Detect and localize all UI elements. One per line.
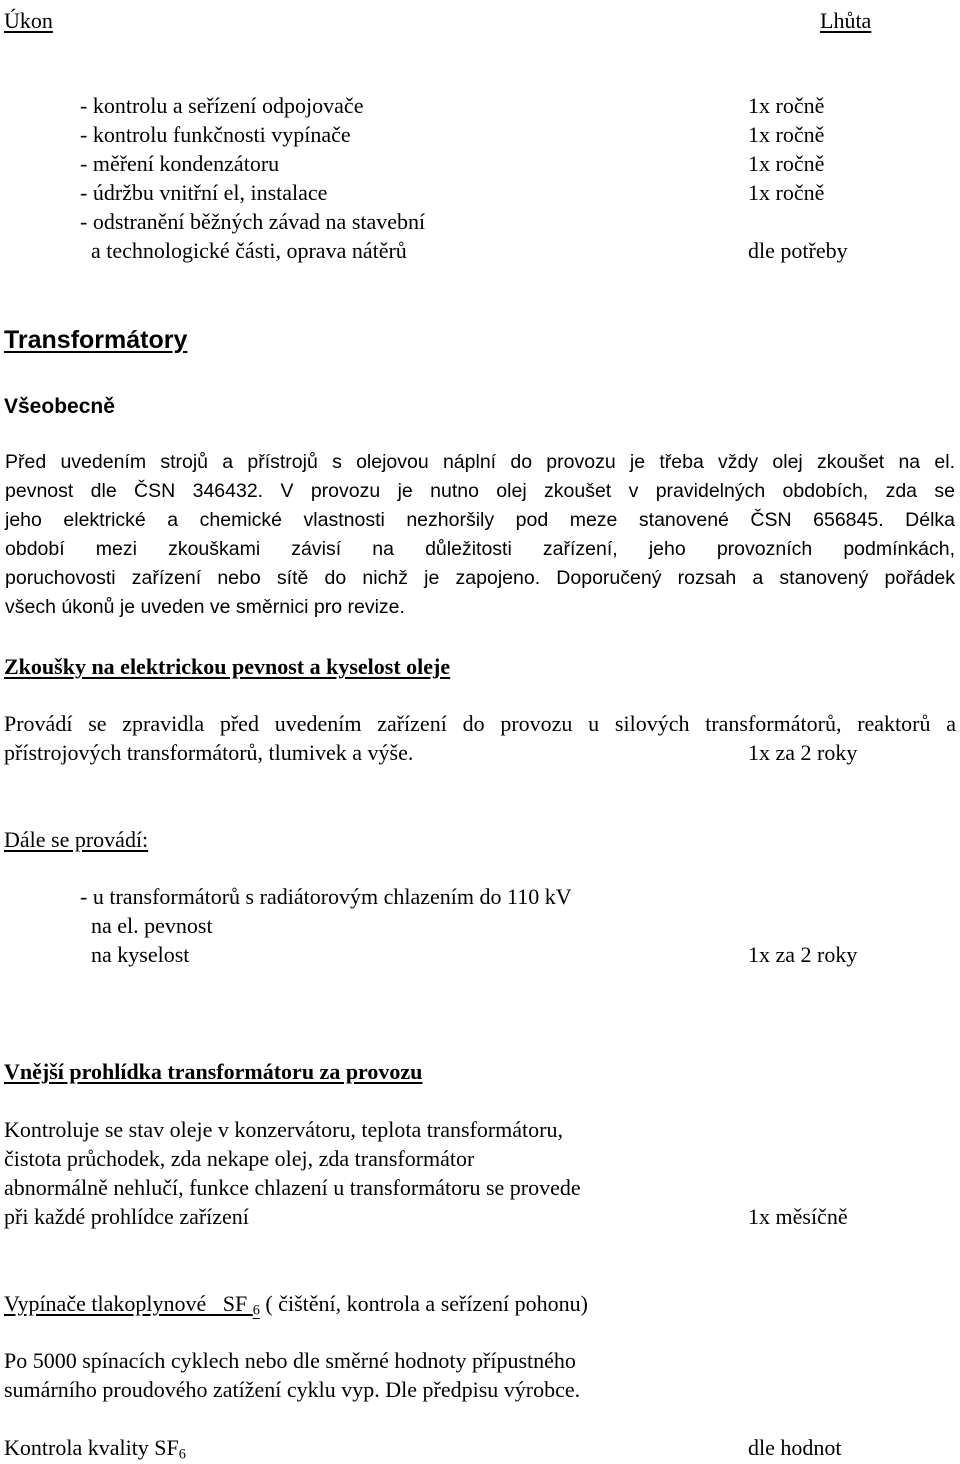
transformers-heading: Transformátory [4, 326, 188, 354]
list-item-task: - odstranění běžných závad na stavební [80, 209, 426, 234]
further-heading: Dále se provádí: [4, 827, 149, 852]
sf6-quality [4, 1435, 186, 1463]
sf6-heading-prefix: Vypínače tlakoplynové SF [4, 1291, 253, 1316]
further-period: 1x za 2 roky [748, 942, 858, 967]
list-item-task: - údržbu vnitřní el, instalace [80, 180, 328, 205]
inspection-line: abnormálně nehlučí, funkce chlazení u transformátoru se provede [4, 1175, 581, 1200]
oil-tests-line: Provádí se zpravidla před uvedením zařízení do provozu u silových transformátorů, reaktorů a [4, 711, 956, 736]
inspection-heading: Vnější prohlídka transformátoru za provozu [4, 1059, 423, 1084]
paragraph-line: pevnost dle ČSN 346432. V provozu je nutno olej zkoušet v pravidelných obdobích, zda se [5, 480, 955, 502]
oil-tests-line: přístrojových transformátorů, tlumivek a výše. [4, 740, 414, 765]
paragraph-line: Před uvedením strojů a přístrojů s olejovou náplní do provozu je třeba vždy olej zkoušet na el. [5, 451, 955, 473]
sf6-heading [4, 1291, 588, 1319]
further-line: na kyselost [80, 942, 190, 967]
header-lhuta: Lhůta [820, 8, 872, 33]
list-item-period: 1x ročně [748, 180, 825, 205]
sf6-quality-period: dle hodnot [748, 1435, 842, 1460]
sf6-line: sumárního proudového zatížení cyklu vyp. Dle předpisu výrobce. [4, 1377, 581, 1402]
list-item-period: 1x ročně [748, 93, 825, 118]
list-item-task: - kontrolu a seřízení odpojovače [80, 93, 364, 118]
sf6-heading-suffix: ( čištění, kontrola a seřízení pohonu) [259, 1291, 588, 1316]
paragraph-line: poruchovosti zařízení nebo sítě do nichž je zapojeno. Doporučený rozsah a stanovený pořádek [5, 567, 955, 589]
inspection-line: při každé prohlídce zařízení [4, 1204, 249, 1229]
paragraph-line: období mezi zkouškami závisí na důležitosti zařízení, jeho provozních podmínkách, [5, 538, 955, 560]
oil-tests-heading: Zkoušky na elektrickou pevnost a kyselost oleje [4, 654, 451, 679]
general-paragraph [5, 448, 955, 622]
list-item-task: - měření kondenzátoru [80, 151, 280, 176]
list-item-task: - kontrolu funkčnosti vypínače [80, 122, 351, 147]
paragraph-line: jeho elektrické a chemické vlastnosti nezhoršily pod meze stanovené ČSN 656845. Délka [5, 509, 955, 531]
general-heading: Všeobecně [4, 395, 115, 418]
sf6-quality-prefix: Kontrola kvality SF [4, 1435, 179, 1460]
inspection-line: Kontroluje se stav oleje v konzervátoru, teplota transformátoru, [4, 1117, 563, 1142]
inspection-period: 1x měsíčně [748, 1204, 848, 1229]
inspection-line: čistota průchodek, zda nekape olej, zda transformátor [4, 1146, 475, 1171]
paragraph-line: všech úkonů je uveden ve směrnici pro revize. [5, 596, 405, 618]
header-ukon: Úkon [4, 8, 53, 33]
sf6-heading-sub: 6 [252, 1302, 260, 1319]
oil-tests-period: 1x za 2 roky [748, 740, 858, 765]
list-item-period: 1x ročně [748, 122, 825, 147]
further-line: na el. pevnost [80, 913, 213, 938]
sf6-line: Po 5000 spínacích cyklech nebo dle směrné hodnoty přípustného [4, 1348, 576, 1373]
list-item-period: dle potřeby [748, 238, 848, 263]
sf6-quality-sub: 6 [178, 1446, 186, 1463]
list-item-task: a technologické části, oprava nátěrů [80, 238, 407, 263]
list-item-period: 1x ročně [748, 151, 825, 176]
further-line: - u transformátorů s radiátorovým chlazením do 110 kV [80, 884, 572, 909]
